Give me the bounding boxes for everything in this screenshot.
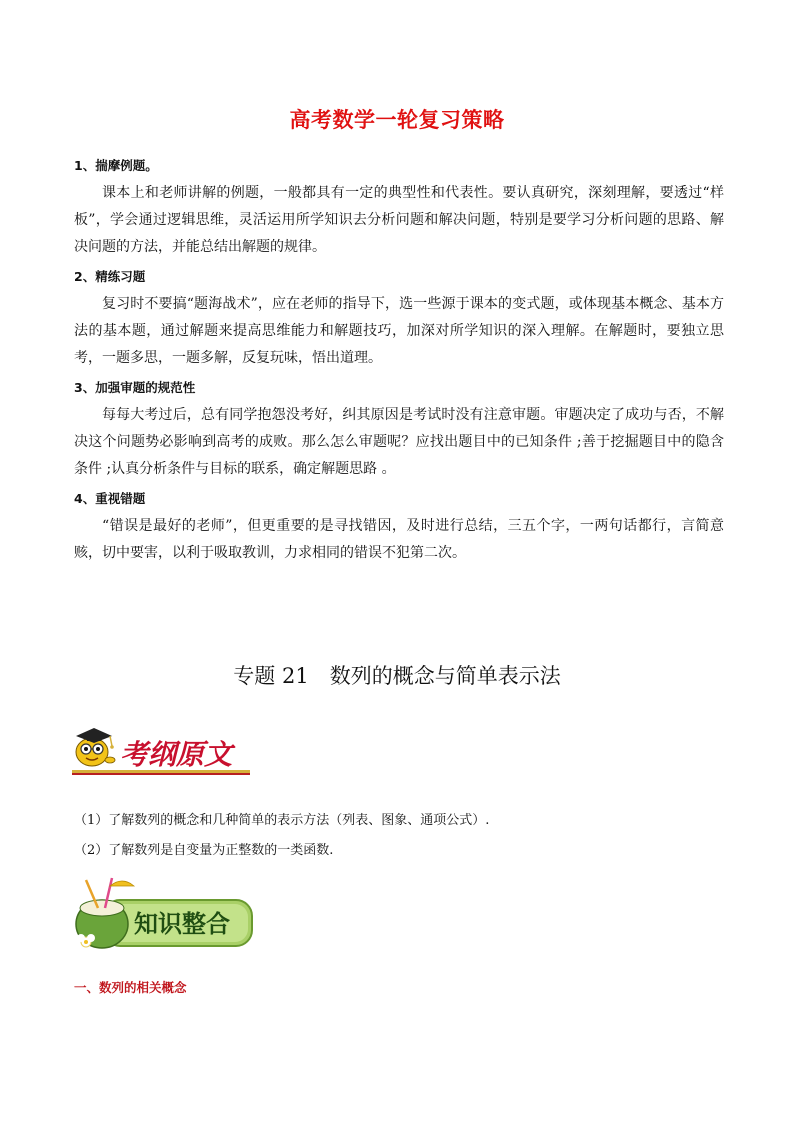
section-subheading: 一、数列的相关概念: [74, 980, 187, 995]
section-body: 每每大考过后，总有同学抱怨没考好，纠其原因是考试时没有注意审题。审题决定了成功与否，不解决这个问题势必影响到高考的成败。那么怎么审题呢？应找出题目中的已知条件 ;善于挖掘题目中的隐含条件 ;认真分析条件与目标的联系，确定解题思路 。: [74, 407, 724, 477]
section-2: [74, 267, 724, 372]
section-heading: 3、加强审题的规范性: [74, 380, 196, 395]
syllabus-banner-graphic: [70, 716, 260, 778]
knowledge-banner-text: 知识整合: [134, 909, 230, 938]
section-heading: 2、精练习题: [74, 269, 146, 284]
knowledge-banner-graphic: [72, 876, 262, 956]
mascot-icon: [76, 728, 115, 766]
syllabus-banner-text: 考纲原文: [120, 738, 233, 771]
knowledge-banner: [72, 876, 262, 956]
section-body: 课本上和老师讲解的例题，一般都具有一定的典型性和代表性。要认真研究，深刻理解，要透过“样板”，学会通过逻辑思维，灵活运用所学知识去分析问题和解决问题，特别是要学习分析问题的思路、解决问题的方法，并能总结出解题的规律。: [74, 185, 724, 255]
section-3: [74, 378, 724, 483]
main-title: 高考数学一轮复习策略: [289, 108, 505, 132]
section-heading: 1、揣摩例题。: [74, 158, 158, 173]
section-heading: 4、重视错题: [74, 491, 146, 506]
requirement-item: （2）了解数列是自变量为正整数的一类函数.: [74, 843, 334, 858]
syllabus-requirements: [74, 806, 724, 866]
syllabus-banner: [70, 716, 260, 778]
requirement-item: （1）了解数列的概念和几种简单的表示方法（列表、图象、通项公式）.: [74, 813, 490, 828]
section-4: [74, 489, 724, 567]
section-1: [74, 156, 724, 261]
strategy-sections: [74, 156, 724, 573]
topic-title: 专题 21 数列的概念与简单表示法: [233, 664, 561, 688]
section-body: 复习时不要搞“题海战术”，应在老师的指导下，选一些源于课本的变式题，或体现基本概念、基本方法的基本题，通过解题来提高思维能力和解题技巧，加深对所学知识的深入理解。在解题时，要独立思考，一题多思，一题多解，反复玩味，悟出道理。: [74, 296, 724, 366]
section-body: “错误是最好的老师”，但更重要的是寻找错因，及时进行总结，三五个字，一两句话都行，言简意赅，切中要害，以利于吸取教训，力求相同的错误不犯第二次。: [74, 518, 724, 561]
